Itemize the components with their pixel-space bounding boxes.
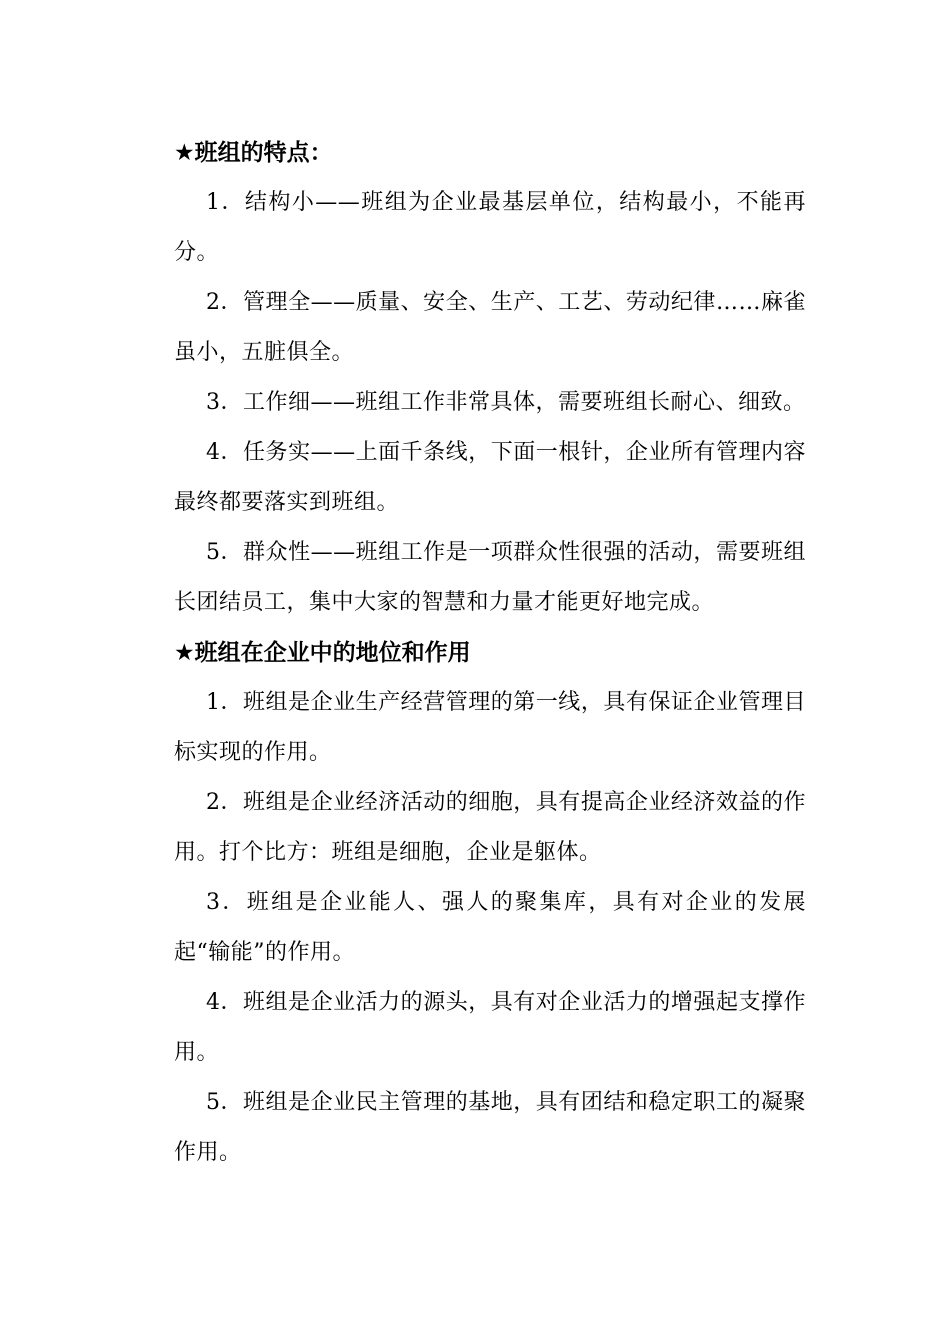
list-item: 4．任务实——上面千条线，下面一根针，企业所有管理内容最终都要落实到班组。 [174, 440, 806, 515]
document-body [174, 128, 806, 1178]
section-heading: ★班组的特点： [174, 140, 333, 166]
list-item: 3．工作细——班组工作非常具体，需要班组长耐心、细致。 [206, 390, 806, 415]
section-heading: ★班组在企业中的地位和作用 [174, 640, 471, 666]
list-item: 3．班组是企业能人、强人的聚集库，具有对企业的发展起“输能”的作用。 [174, 890, 806, 965]
list-item: 5．班组是企业民主管理的基地，具有团结和稳定职工的凝聚作用。 [174, 1090, 806, 1165]
section-characteristics [174, 128, 806, 628]
list-item: 1．班组是企业生产经营管理的第一线，具有保证企业管理目标实现的作用。 [174, 690, 806, 765]
list-item: 1．结构小——班组为企业最基层单位，结构最小，不能再分。 [174, 190, 806, 265]
section-role [174, 628, 806, 1178]
list-item: 2．管理全——质量、安全、生产、工艺、劳动纪律……麻雀虽小，五脏俱全。 [174, 290, 806, 365]
list-item: 5．群众性——班组工作是一项群众性很强的活动，需要班组长团结员工，集中大家的智慧和力量才能更好地完成。 [174, 540, 806, 615]
list-item: 2．班组是企业经济活动的细胞，具有提高企业经济效益的作用。打个比方：班组是细胞，企业是躯体。 [174, 790, 806, 865]
list-item: 4．班组是企业活力的源头，具有对企业活力的增强起支撑作用。 [174, 990, 806, 1065]
